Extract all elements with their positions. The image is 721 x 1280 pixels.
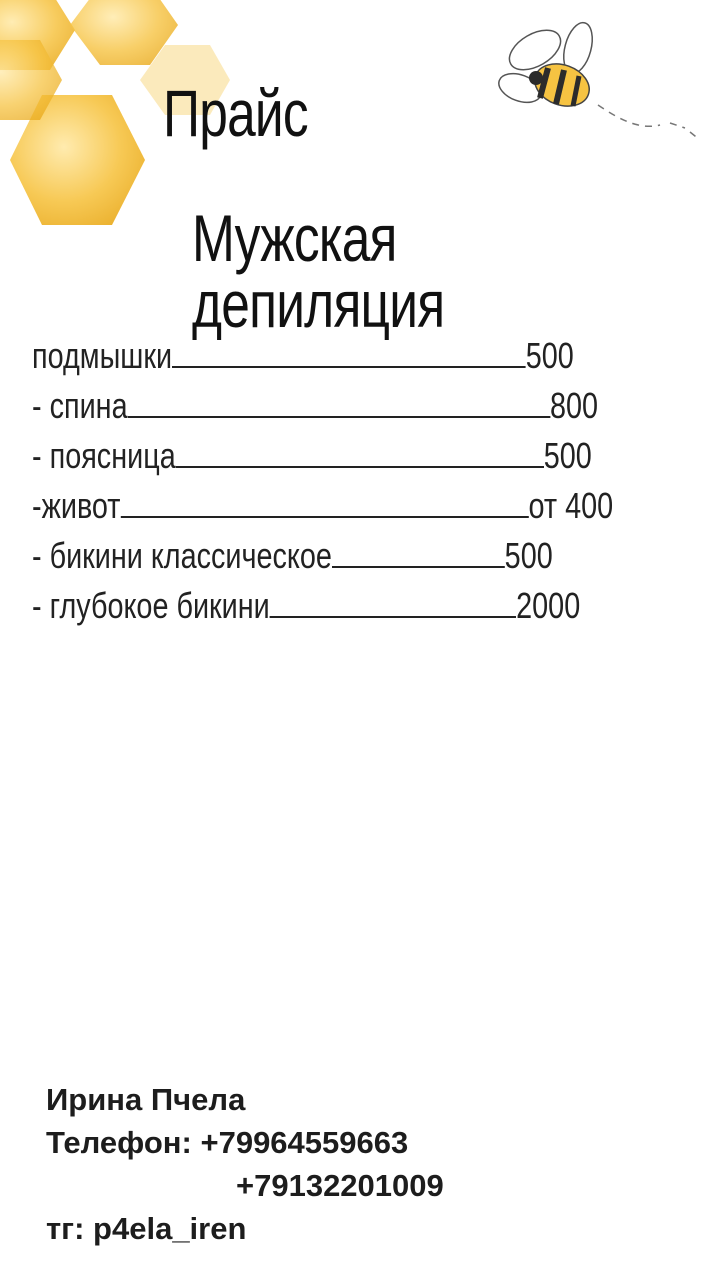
- price-row: [32, 534, 553, 578]
- service-price: 500: [504, 535, 553, 576]
- leader-line: [332, 536, 505, 568]
- bee-icon: [490, 10, 705, 150]
- phone-line: [46, 1121, 444, 1164]
- price-row: [32, 384, 598, 428]
- price-row: [32, 434, 592, 478]
- leader-line: [172, 336, 526, 368]
- leader-line: [121, 486, 529, 518]
- price-row: [32, 334, 574, 378]
- telegram-label: тг:: [46, 1211, 85, 1246]
- service-price: 2000: [516, 585, 581, 626]
- service-name: - бикини классическое: [32, 535, 332, 576]
- price-row: [32, 584, 580, 628]
- leader-line: [128, 386, 550, 418]
- leader-line: [176, 436, 544, 468]
- service-price: 800: [550, 385, 599, 426]
- page-subtitle: Мужская депиляция: [192, 201, 445, 341]
- service-price: 500: [525, 335, 574, 376]
- phone-line-2: [46, 1164, 444, 1207]
- service-name: -живот: [32, 485, 121, 526]
- service-price: от 400: [528, 485, 614, 526]
- page-title: Прайс: [163, 76, 308, 150]
- contact-block: [46, 1078, 444, 1250]
- telegram-handle[interactable]: p4ela_iren: [93, 1211, 247, 1246]
- phone-label: Телефон:: [46, 1125, 192, 1160]
- service-name: - поясница: [32, 435, 176, 476]
- price-row: [32, 484, 613, 528]
- service-name: - спина: [32, 385, 128, 426]
- service-name: подмышки: [32, 335, 173, 376]
- telegram-line: [46, 1207, 444, 1250]
- phone-number-2[interactable]: +79132201009: [236, 1168, 444, 1203]
- service-price: 500: [543, 435, 592, 476]
- phone-number-1[interactable]: +79964559663: [200, 1125, 409, 1160]
- contact-name: Ирина Пчела: [46, 1082, 246, 1117]
- service-name: - глубокое бикини: [32, 585, 270, 626]
- leader-line: [270, 586, 516, 618]
